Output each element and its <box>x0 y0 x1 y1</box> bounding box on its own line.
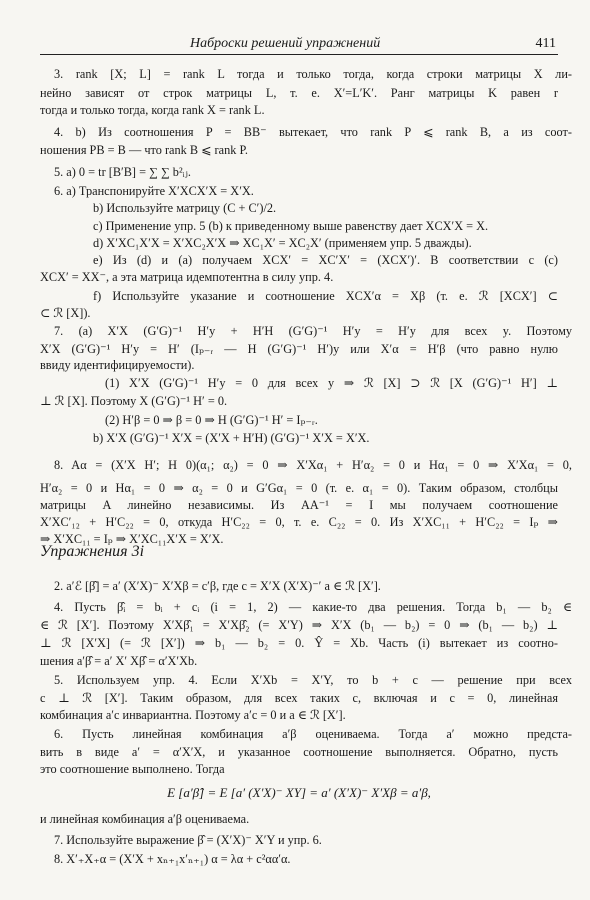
section-title: Упражнения 3i <box>40 543 145 560</box>
text-line: 8. X′₊X₊α = (X′X + xₙ₊₁x′ₙ₊₁) α = λα + c²αα′α. <box>54 852 291 866</box>
text-line: XCX′ = XX⁻, а эта матрица идемпотентна в силу упр. 4. <box>40 270 334 284</box>
text-line: c) Применение упр. 5 (b) к приведенному выше равенству дает XCX′X = X. <box>93 219 489 233</box>
text-line: b) X′X (G′G)⁻¹ X′X = (X′X + H′H) (G′G)⁻¹ X′X = X′X. <box>93 431 370 445</box>
text-line: 3. rank [X; L] = rank L тогда и только тогда, когда строки матрицы X ли- <box>54 67 572 81</box>
text-line: X′X (G′G)⁻¹ H′y = H′ (Iₚ₋ᵣ — H (G′G)⁻¹ H′)y или X′α = H′β (что равно нулю <box>40 342 558 356</box>
text-line: вить в виде a′ = α′X′X, и указанное соотношение выполняется. Обратно, пусть <box>40 745 558 759</box>
text-line: шения a′β̂ = a′ X′ Xβ̂ = α′X′Xb. <box>40 654 198 668</box>
text-line: ⊥ ℛ [X]. Поэтому X (G′G)⁻¹ H′ = 0. <box>40 394 228 408</box>
text-line: 5. Используем упр. 4. Если X′Xb = X′Y, то b + c — решение при всех <box>54 673 572 687</box>
text-line: ⇒ X′XC₁₁ = Iₚ ⇒ X′XC₁₁X′X = X′X. <box>40 532 224 546</box>
text-line: комбинация a′c инвариантна. Поэтому a′c = 0 и a ∈ ℛ [X′]. <box>40 708 346 722</box>
equation: E [a′β̂] = E [a′ (X′X)⁻ XY] = a′ (X′X)⁻ X′Xβ = a′β, <box>167 786 431 800</box>
text-line: c ⊥ ℛ [X′]. Таким образом, для всех таких c, включая и c = 0, линейная <box>40 691 558 705</box>
text-line: (1) X′X (G′G)⁻¹ H′y = 0 для всех y ⇒ ℛ [X] ⊃ ℛ [X (G′G)⁻¹ H′] ⊥ <box>105 376 558 390</box>
text-line: ⊥ ℛ [X′X] (= ℛ [X′]) ⇒ b₁ — b₂ = 0. Ŷ = Xb. Часть (i) вытекает из соотно- <box>40 636 558 650</box>
text-line: d) X′XC₁X′X = X′XC₂X′X ⇒ XC₁X′ = XC₂X′ (применяем упр. 5 дважды). <box>93 236 472 250</box>
text-line: 7. (a) X′X (G′G)⁻¹ H′y + H′H (G′G)⁻¹ H′y = H′y для всех y. Поэтому <box>54 324 572 338</box>
text-line: это соотношение выполнено. Тогда <box>40 762 225 776</box>
text-line: 7. Используйте выражение β̂ = (X′X)⁻ X′Y и упр. 6. <box>54 833 322 847</box>
text-line: X′XC′₁₂ + H′C₂₂ = 0, откуда H′C₂₂ = 0, т. е. C₂₂ = 0. Из X′XC₁₁ + H′C₂₂ = Iₚ ⇒ <box>40 515 558 529</box>
text-line: и линейная комбинация a′β оцениваема. <box>40 812 250 826</box>
text-line: 6. a) Транспонируйте X′XCX′X = X′X. <box>54 184 254 198</box>
text-line: 2. a′ℰ [β̂] = a′ (X′X)⁻ X′Xβ = c′β, где c = X′X (X′X)⁻′ a ∈ ℛ [X′]. <box>54 579 381 593</box>
text-line: ∈ ℛ [X′]. Поэтому X′Xβ̂₁ = X′Xβ̂₂ (= X′Y) ⇒ X′X (b₁ — b₂) = 0 ⇒ (b₁ — b₂) ⊥ <box>40 618 558 632</box>
text-line: ⊂ ℛ [X]). <box>40 306 91 320</box>
text-line: H′α₂ = 0 и Hα₁ = 0 ⇒ α₂ = 0 и G′Gα₁ = 0 (т. е. α₁ = 0). Таким образом, столбцы <box>40 481 558 495</box>
text-line: нейно зависят от строк матрицы L, т. е. X′=L′K′. Ранг матрицы K равен r <box>40 86 558 100</box>
text-line: 4. Пусть β̂ᵢ = bᵢ + cᵢ (i = 1, 2) — какие-то два решения. Тогда b₁ — b₂ ∈ <box>54 600 572 614</box>
text-line: (2) H′β = 0 ⇒ β = 0 ⇒ H (G′G)⁻¹ H′ = Iₚ₋ᵣ. <box>105 413 318 427</box>
text-line: ношения PB = B — что rank B ⩽ rank P. <box>40 143 248 157</box>
page-header <box>40 32 558 55</box>
text-line: 5. a) 0 = tr [B′B] = ∑ ∑ b²ᵢⱼ. <box>54 165 191 179</box>
text-line: 8. Aα = (X′X H′; H 0)(α₁; α₂) = 0 ⇒ X′Xα₁ + H′α₂ = 0 и Hα₁ = 0 ⇒ X′Xα₁ = 0, <box>54 458 572 472</box>
text-line: f) Используйте указание и соотношение XCX′α = Xβ (т. е. ℛ [XCX′] ⊂ <box>93 289 558 303</box>
text-line: матрицы A линейно независимы. Из AA⁻¹ = I мы получаем соотношение <box>40 498 558 512</box>
text-line: тогда и только тогда, когда rank X = rank L. <box>40 103 265 117</box>
text-line: ввиду идентифицируемости). <box>40 358 195 372</box>
running-title: Наброски решений упражнений <box>190 36 381 51</box>
page-number: 411 <box>535 36 556 51</box>
text-line: 6. Пусть линейная комбинация a′β оцениваема. Тогда a′ можно предста- <box>54 727 572 741</box>
text-line: b) Используйте матрицу (C + C′)/2. <box>93 201 277 215</box>
text-line: e) Из (d) и (a) получаем XCX′ = XC′X′ = (XCX′)′. В соответствии с (c) <box>93 253 558 267</box>
text-line: 4. b) Из соотношения P = BB⁻ вытекает, что rank P ⩽ rank B, а из соот- <box>54 125 572 139</box>
